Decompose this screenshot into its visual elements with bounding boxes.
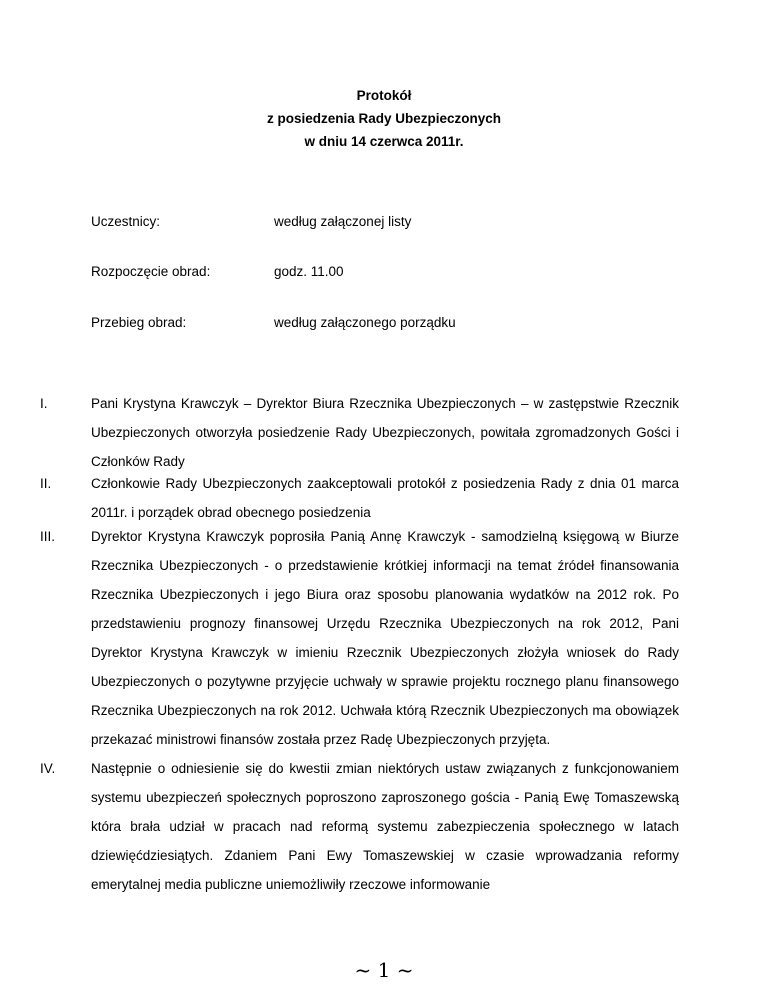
item-numeral-4: IV. <box>40 761 56 776</box>
item-text-2: Członkowie Rady Ubezpieczonych zaakceptowali protokół z posiedzenia Rady z dnia 01 marca 2011r. i porządek obrad obecnego posiedzenia <box>91 476 679 520</box>
item-numeral-3: III. <box>40 529 56 544</box>
item-text-4: Następnie o odniesienie się do kwestii zmian niektórych ustaw związanych z funkcjonowaniem systemu ubezpieczeń społecznych poproszono zaproszonego gościa - Panią Ewę Tomaszewską która brała udział w pracach nad reformą systemu zabezpieczenia społecznego w latach dziewięćdziesiątych. Zdaniem Pani Ewy Tomaszewskiej w czasie wprowadzania reformy emerytalnej media publiczne uniemożliwiły rzeczowe informowanie <box>91 761 679 892</box>
page-number: ~ 1 ~ <box>354 958 414 982</box>
item-numeral-1: I. <box>40 396 48 411</box>
meta-label-agenda: Przebieg obrad: <box>91 315 187 330</box>
item-numeral-2: II. <box>40 476 52 491</box>
document-date-line: w dniu 14 czerwca 2011r. <box>304 134 464 149</box>
document-subtitle: z posiedzenia Rady Ubezpieczonych <box>266 111 502 126</box>
meta-value-participants: według załączonej listy <box>274 214 412 229</box>
document-title: Protokół <box>356 88 412 103</box>
item-text-3: Dyrektor Krystyna Krawczyk poprosiła Panią Annę Krawczyk - samodzielną księgową w Biurze Rzecznika Ubezpieczonych - o przedstawienie krótkiej informacji na temat źródeł finansowania Rzecznika Ubezpieczonych i jego Biura oraz sposobu planowania wydatków na 2012 rok. Po przedstawieniu prognozy finansowej Urzędu Rzecznika Ubezpieczonych na rok 2012, Pani Dyrektor Krystyna Krawczyk w imieniu Rzecznik Ubezpieczonych złożyła wniosek do Rady Ubezpieczonych o pozytywne przyjęcie uchwały w sprawie projektu rocznego planu finansowego Rzecznika Ubezpieczonych na rok 2012. Uchwała którą Rzecznik Ubezpieczonych ma obowiązek przekazać ministrowi finansów została przez Radę Ubezpieczonych przyjęta. <box>91 529 679 747</box>
meta-label-start: Rozpoczęcie obrad: <box>91 264 211 279</box>
item-text-1: Pani Krystyna Krawczyk – Dyrektor Biura Rzecznika Ubezpieczonych – w zastępstwie Rzecznik Ubezpieczonych otworzyła posiedzenie Rady Ubezpieczonych, powitała zgromadzonych Gości i Członków Rady <box>91 396 679 469</box>
meta-label-participants: Uczestnicy: <box>91 214 161 229</box>
meta-value-start: godz. 11.00 <box>274 264 344 279</box>
meta-value-agenda: według załączonego porządku <box>274 315 456 330</box>
